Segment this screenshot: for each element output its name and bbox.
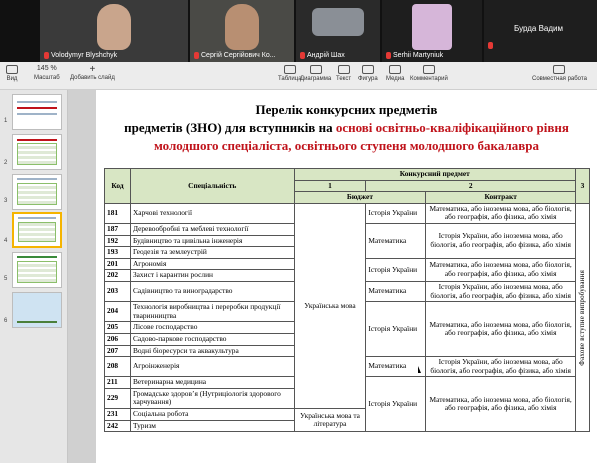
mic-muted-icon <box>386 52 391 59</box>
subject-ukrainian-literature: Українська мова та література <box>294 409 366 432</box>
plus-icon: + <box>89 64 96 75</box>
view-button[interactable]: Вид <box>6 65 18 82</box>
table-button[interactable]: Таблица <box>278 65 302 82</box>
comment-button[interactable]: Комментарий <box>410 65 448 82</box>
table-row: 242 Туризм <box>105 420 590 432</box>
entrance-exam-cell <box>575 203 589 431</box>
table-icon <box>284 65 296 74</box>
zoom-select[interactable]: 145 % Масштаб <box>34 65 60 81</box>
participant-tile[interactable] <box>484 0 597 62</box>
table-row: 187 Деревообробні та меблеві технології Математика Історія України, або іноземна мова, або біологія, або географія, або фізика, або хімія <box>105 223 590 235</box>
mouse-cursor <box>418 366 421 373</box>
table-row: 231 Соціальна робота Українська мова та література <box>105 409 590 421</box>
participant-tile[interactable] <box>40 0 188 62</box>
participant-tile[interactable] <box>296 0 380 62</box>
table-row: 181 Харчові технології Українська мова Історія України Математика, або іноземна мова, або біологія, або географія, або фізика, або хімія Фахове вступне випробування <box>105 203 590 223</box>
participant-tile[interactable] <box>190 0 294 62</box>
mic-muted-icon <box>300 52 305 59</box>
slide-thumbnail[interactable] <box>12 174 62 210</box>
table-row: 208 Агроінженерія Математика Історія України, або іноземна мова, або біологія, або географія, або фізика, або хімія <box>105 357 590 377</box>
participant-video <box>225 4 259 50</box>
participant-name: Volodymyr Blyshchyk <box>51 52 118 59</box>
participant-name: Бурда Вадим <box>514 24 564 33</box>
entrance-exam-label: Фахове вступне випробування <box>577 269 586 366</box>
participant-name: Сергій Сергійович Ко... <box>201 52 276 59</box>
slide[interactable] <box>96 90 597 463</box>
header-code: Код <box>105 169 131 204</box>
comment-icon <box>423 65 435 74</box>
slide-thumbnail[interactable] <box>12 134 62 170</box>
slide-navigator: 1 2 3 4 5 6 <box>0 90 68 463</box>
table-row: 201 Агрономія Історія України Математика, або іноземна мова, або біологія, або географія, або фізика, або хімія <box>105 258 590 270</box>
table-row: 204 Технологія виробництва і переробки продукції тваринництва Історія України Математика, або іноземна мова, або біологія, або географія, або фізика, або хімія <box>105 302 590 322</box>
mic-muted-icon <box>488 42 493 49</box>
mic-muted-icon <box>44 52 49 59</box>
subjects-table <box>104 168 590 432</box>
table-row: 193 Геодезія та землеустрій <box>105 247 590 259</box>
header-budget: Бюджет <box>294 192 426 204</box>
table-row: 211 Ветеринарна медицина Історія України Математика, або іноземна мова, або біологія, або географія, або фізика, або хімія <box>105 377 590 389</box>
header-col1: 1 <box>294 180 366 192</box>
header-contract: Контракт <box>426 192 576 204</box>
add-slide-button[interactable]: + Добавить слайд <box>70 64 115 81</box>
table-row: 229 Громадське здоров’я (Нутриціологія здорового харчування) <box>105 388 590 408</box>
participant-avatar <box>412 4 452 50</box>
header-specialty: Спеціальність <box>130 169 294 204</box>
table-row: 205 Лісове господарство <box>105 322 590 334</box>
app-toolbar <box>0 62 597 90</box>
slide-title-line2: предметів (ЗНО) для вступників на основі освітньо-кваліфікаційного рівня <box>124 120 569 135</box>
collaborate-icon <box>553 65 565 74</box>
slide-title-line1: Перелік конкурсних предметів <box>255 102 438 117</box>
video-strip <box>0 0 597 62</box>
table-row: 192 Будівництво та цивільна інженерія <box>105 235 590 247</box>
mic-muted-icon <box>194 52 199 59</box>
shape-button[interactable]: Фигура <box>358 65 378 82</box>
slide-thumbnail[interactable] <box>12 94 62 130</box>
slide-thumbnail[interactable] <box>12 252 62 288</box>
text-icon <box>338 65 350 74</box>
table-row: 206 Садово-паркове господарство <box>105 333 590 345</box>
slide-thumbnail[interactable] <box>12 292 62 328</box>
media-icon <box>389 65 401 74</box>
table-row: 203 Садівництво та виноградарство Математика Історія України, або іноземна мова, або біологія, або географія, або фізика, або хімія <box>105 281 590 301</box>
text-button[interactable]: Текст <box>336 65 351 82</box>
sidebar-view-icon <box>6 65 18 74</box>
chart-icon <box>310 65 322 74</box>
media-button[interactable]: Медиа <box>386 65 404 82</box>
participant-name: Андрій Шах <box>307 52 345 59</box>
participant-video <box>97 4 131 50</box>
participant-video <box>312 8 364 36</box>
shape-icon <box>362 65 374 74</box>
slide-title-line3: молодшого спеціаліста, освітнього ступеня молодшого бакалавра <box>153 138 540 153</box>
table-row: 207 Водні біоресурси та аквакультура <box>105 345 590 357</box>
header-col3: 3 <box>575 169 589 204</box>
zoom-value: 145 % <box>36 65 57 72</box>
participant-tile[interactable] <box>382 0 482 62</box>
collaborate-button[interactable]: Совместная работа <box>532 65 587 82</box>
subject-ukrainian: Українська мова <box>294 203 366 408</box>
table-row: 202 Захист і карантин рослин <box>105 270 590 282</box>
header-col2: 2 <box>366 180 576 192</box>
slide-thumbnail-selected[interactable] <box>12 212 62 248</box>
header-competitive: Конкурсний предмет <box>294 169 575 181</box>
slide-canvas <box>68 90 597 463</box>
participant-name: Serhii Martyniuk <box>393 52 444 59</box>
chart-button[interactable]: Диаграмма <box>300 65 331 82</box>
